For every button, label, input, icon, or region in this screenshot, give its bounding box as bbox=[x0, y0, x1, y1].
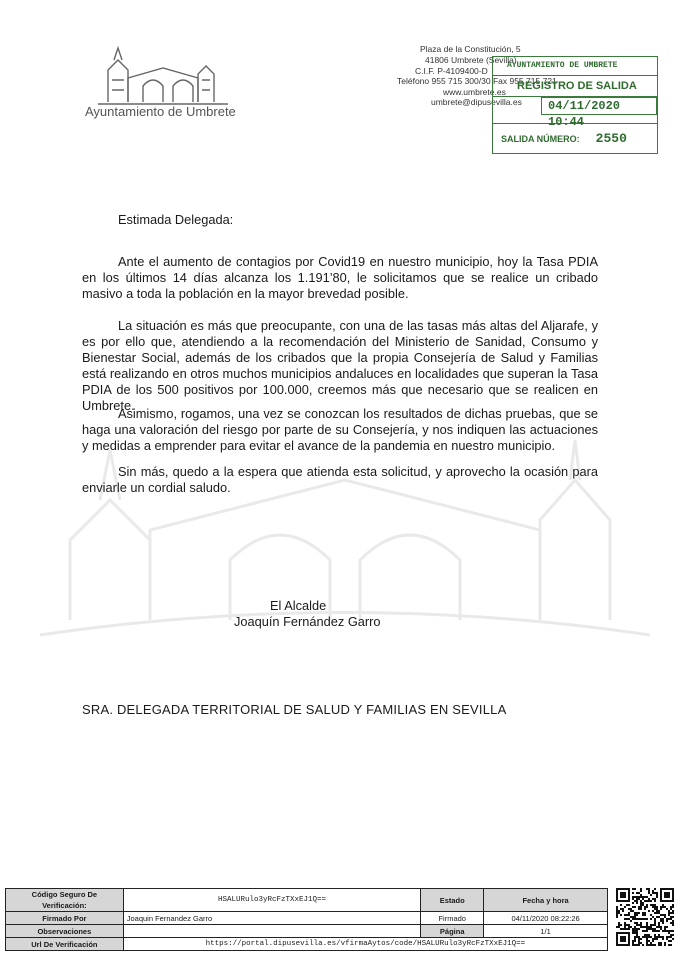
stamp-datetime-row bbox=[493, 97, 657, 129]
address-line: Plaza de la Constitución, 5 bbox=[420, 44, 521, 54]
paragraph-3: Asimismo, rogamos, una vez se conozcan los resultados de dichas pruebas, que se haga una valoración del riesgo por parte de su Consejería, y nos indiquen las actuaciones y medidas a emprender para evitar el avance de la pandemia en nuestro municipio. bbox=[82, 406, 598, 453]
stamp-number: 2550 bbox=[595, 131, 627, 146]
verification-url[interactable]: https://portal.dipusevilla.es/vfirmaAytos/code/HSALURulo3yRcFzTXxEJ1Q== bbox=[123, 938, 607, 951]
page-value: 1/1 bbox=[484, 925, 608, 938]
code-label: Código Seguro De Verificación: bbox=[6, 889, 124, 912]
verification-table bbox=[5, 888, 608, 951]
address-line: 41806 Umbrete (Sevilla) bbox=[425, 55, 517, 65]
logo-text: Ayuntamiento de Umbrete bbox=[85, 104, 236, 119]
table-row bbox=[6, 938, 608, 951]
signed-by: Joaquin Fernandez Garro bbox=[123, 912, 421, 925]
stamp-title: REGISTRO DE SALIDA bbox=[493, 76, 657, 97]
address-line: www.umbrete.es bbox=[443, 87, 506, 97]
address-line: Teléfono 955 715 300/30 Fax 955 715 721 bbox=[397, 76, 557, 86]
date-label: Fecha y hora bbox=[484, 889, 608, 912]
signer-title: El Alcalde bbox=[270, 598, 327, 613]
status-value: Firmado bbox=[421, 912, 484, 925]
address-line: C.I.F. P-4109400-D bbox=[415, 66, 488, 76]
url-label: Url De Verificación bbox=[6, 938, 124, 951]
salutation: Estimada Delegada: bbox=[118, 212, 234, 227]
registry-stamp bbox=[492, 56, 658, 154]
verification-code: HSALURulo3yRcFzTXxEJ1Q== bbox=[123, 889, 421, 912]
stamp-entity: AYUNTAMIENTO DE UMBRETE bbox=[493, 57, 657, 76]
signer-name: Joaquín Fernández Garro bbox=[234, 614, 381, 629]
table-row bbox=[6, 889, 608, 912]
paragraph-2: La situación es más que preocupante, con una de las tasas más altas del Aljarafe, y es por ello que, atendiendo a la recomendación del Ministerio de Sanidad, Consumo y Bienestar Social, además de los cribados que la propia Consejería de Salud y Familias está realizando en otros muchos municipios andaluces en localidades que superan la Tasa PDIA de los 500 positivos por 100.000, creemos más que necesario que se realicen en Umbrete. bbox=[82, 318, 598, 413]
signed-by-label: Firmado Por bbox=[6, 912, 124, 925]
page-label: Página bbox=[421, 925, 484, 938]
status-label: Estado bbox=[421, 889, 484, 912]
table-row bbox=[6, 925, 608, 938]
recipient: SRA. DELEGADA TERRITORIAL DE SALUD Y FAMILIAS EN SEVILLA bbox=[82, 702, 507, 717]
stamp-datetime: 04/11/2020 10:44 bbox=[541, 97, 657, 115]
qr-code-icon bbox=[616, 888, 674, 946]
paragraph-4: Sin más, quedo a la espera que atienda esta solicitud, y aprovecho la ocasión para enviarle un cordial saludo. bbox=[82, 464, 598, 495]
stamp-number-row bbox=[493, 124, 657, 152]
date-value: 04/11/2020 08:22:26 bbox=[484, 912, 608, 925]
observations-value bbox=[123, 925, 421, 938]
address-line: umbrete@dipusevilla.es bbox=[431, 97, 522, 107]
observations-label: Observaciones bbox=[6, 925, 124, 938]
stamp-number-label: SALIDA NÚMERO: bbox=[501, 134, 580, 144]
paragraph-1: Ante el aumento de contagios por Covid19 en nuestro municipio, hoy la Tasa PDIA en los últimos 14 días alcanza los 1.191’80, le solicitamos que se realice un cribado masivo a toda la población en la mayor brevedad posible. bbox=[82, 254, 598, 301]
table-row bbox=[6, 912, 608, 925]
